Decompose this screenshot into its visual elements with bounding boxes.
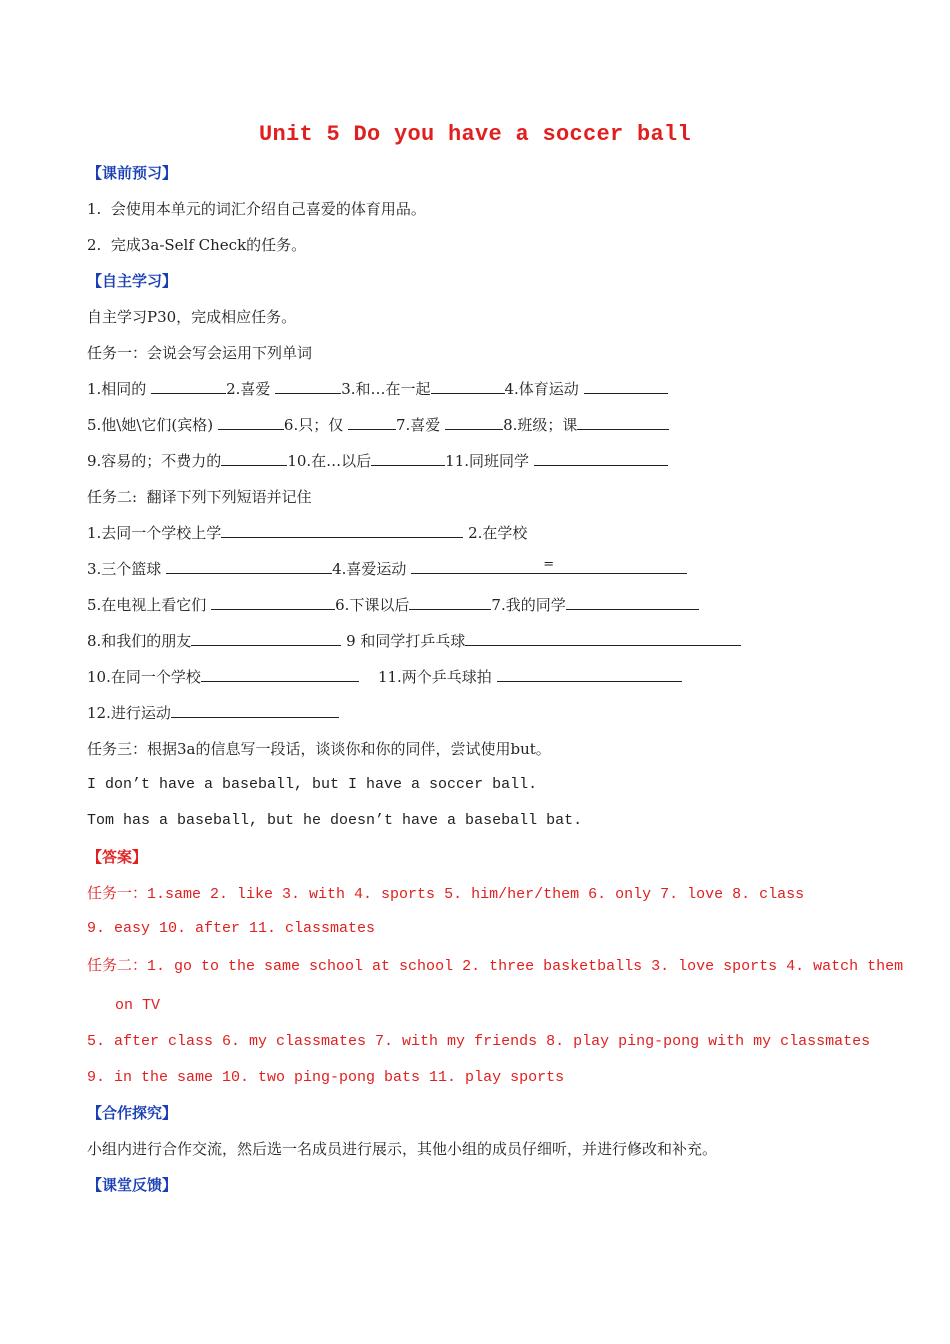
task2-phrase: 1.去同一个学校上学 xyxy=(87,524,222,542)
section-heading-feedback: 【课堂反馈】 xyxy=(87,1176,178,1194)
answer-blank xyxy=(221,523,463,538)
task1-row xyxy=(87,378,668,400)
answer-blank xyxy=(497,667,682,682)
answer-line xyxy=(87,954,903,978)
task1-word: 2.喜爱 xyxy=(226,380,271,398)
answer-text: on TV xyxy=(115,997,161,1014)
answer-text: 9. easy 10. after 11. classmates xyxy=(87,920,376,937)
section-heading-answers: 【答案】 xyxy=(87,848,148,866)
answer-blank xyxy=(218,415,284,430)
task2-phrase: 11.两个乒乓球拍 xyxy=(377,668,492,686)
task2-row xyxy=(87,702,339,724)
task1-word: 1.相同的 xyxy=(87,380,147,398)
answer-blank xyxy=(465,631,741,646)
task3-sentence: Tom has a baseball, but he doesn’t have a baseball bat. xyxy=(87,812,583,829)
task1-word: 8.班级；课 xyxy=(503,416,578,434)
task3-sentence: I don’t have a baseball, but I have a soccer ball. xyxy=(87,776,538,793)
answer-blank xyxy=(166,559,332,574)
task2-row xyxy=(87,666,682,688)
section-heading-preview: 【课前预习】 xyxy=(87,164,178,182)
task1-word: 6.只；仅 xyxy=(283,416,344,434)
section-heading-cooperate: 【合作探究】 xyxy=(87,1104,178,1122)
task1-word: 3.和…在一起 xyxy=(341,380,431,398)
task2-row xyxy=(87,630,741,652)
task2-phrase: 6.下课以后 xyxy=(335,596,410,614)
answer-line xyxy=(87,882,804,906)
task2-row xyxy=(87,594,699,616)
task2-phrase: 7.我的同学 xyxy=(491,596,566,614)
task1-row xyxy=(87,450,668,472)
answer-label: 任务一： xyxy=(87,884,148,902)
answer-blank xyxy=(275,379,341,394)
answer-blank xyxy=(577,415,669,430)
task2-phrase: 9 和同学打乒乓球 xyxy=(346,632,466,650)
answer-text: 1.same 2. like 3. with 4. sports 5. him/her/them 6. only 7. love 8. class xyxy=(147,886,805,903)
preview-item-2: 2. 完成3a-Self Check的任务。 xyxy=(87,236,307,254)
task3-title: 任务三：根据3a的信息写一段话，谈谈你和你的同伴，尝试使用but。 xyxy=(87,740,551,758)
task1-title: 任务一：会说会写会运用下列单词 xyxy=(87,344,313,362)
answer-blank xyxy=(151,379,226,394)
answer-blank xyxy=(211,595,335,610)
task2-title: 任务二: 翻译下列下列短语并记住 xyxy=(87,488,312,506)
task2-phrase: 10.在同一个学校 xyxy=(87,668,201,686)
task2-phrase: 5.在电视上看它们 xyxy=(87,596,207,614)
self-study-intro: 自主学习P30，完成相应任务。 xyxy=(87,308,297,326)
task2-phrase: 2.在学校 xyxy=(468,524,528,542)
task2-phrase: 12.进行运动 xyxy=(87,704,171,722)
task1-word: 9.容易的；不费力的 xyxy=(87,452,222,470)
answer-blank xyxy=(171,703,339,718)
section-heading-self-study: 【自主学习】 xyxy=(87,272,178,290)
task1-row xyxy=(87,414,669,436)
cooperate-text: 小组内进行合作交流，然后选一名成员进行展示，其他小组的成员仔细听，并进行修改和补充。 xyxy=(87,1140,718,1158)
answer-blank xyxy=(371,451,445,466)
answer-blank xyxy=(566,595,699,610)
answer-blank xyxy=(411,559,687,574)
page-title: Unit 5 Do you have a soccer ball xyxy=(258,122,692,147)
answer-blank xyxy=(445,415,503,430)
task1-word: 4.体育运动 xyxy=(504,380,579,398)
task1-word: 11.同班同学 xyxy=(445,452,530,470)
answer-text: 9. in the same 10. two ping-pong bats 11. play sports xyxy=(87,1069,565,1086)
answer-blank xyxy=(191,631,341,646)
answer-blank xyxy=(201,667,359,682)
answer-label: 任务二： xyxy=(87,956,148,974)
answer-text: 5. after class 6. my classmates 7. with my friends 8. play ping-pong with my classmates xyxy=(87,1033,871,1050)
task1-word: 5.他\她\它们(宾格) xyxy=(87,416,214,434)
task2-row xyxy=(87,558,687,580)
task2-phrase: 8.和我们的朋友 xyxy=(87,632,192,650)
task2-phrase: 4.喜爱运动 xyxy=(332,560,407,578)
answer-blank xyxy=(431,379,505,394)
equals-sign: = xyxy=(543,557,555,572)
answer-blank xyxy=(348,415,396,430)
task2-phrase: 3.三个篮球 xyxy=(87,560,162,578)
task1-word: 7.喜爱 xyxy=(396,416,441,434)
preview-item-1: 1. 会使用本单元的词汇介绍自己喜爱的体育用品。 xyxy=(87,200,426,218)
answer-blank xyxy=(221,451,287,466)
task2-row xyxy=(87,522,527,544)
task1-word: 10.在…以后 xyxy=(287,452,372,470)
answer-blank xyxy=(584,379,668,394)
answer-blank xyxy=(409,595,491,610)
answer-text: 1. go to the same school at school 2. three basketballs 3. love sports 4. watch them xyxy=(147,958,904,975)
answer-blank xyxy=(534,451,668,466)
